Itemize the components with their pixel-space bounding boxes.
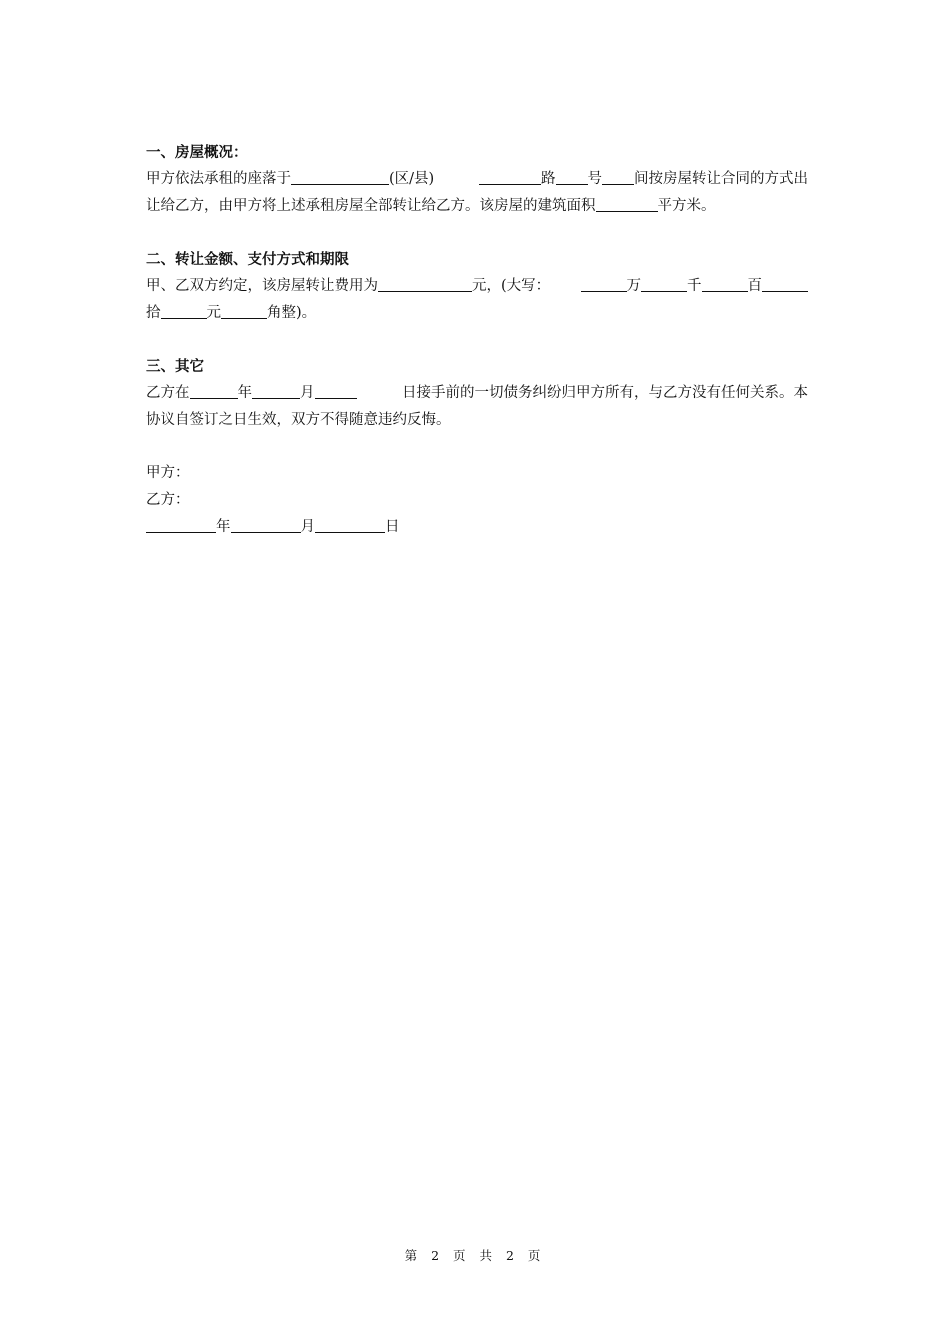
text-segment: 月	[300, 519, 315, 535]
page-footer: 第 2 页 共 2 页	[404, 1248, 546, 1263]
blank-field-location[interactable]	[291, 170, 389, 186]
text-segment: 年	[216, 519, 231, 535]
blank-field-day[interactable]	[315, 384, 357, 400]
blank-field-thousands[interactable]	[641, 277, 687, 293]
text-segment: 日接手前的一切债务纠纷归甲方所有，与乙方没有任何关系。本	[402, 385, 808, 401]
blank-field-area[interactable]	[596, 197, 658, 213]
blank-field-amount[interactable]	[378, 277, 472, 293]
text-segment: 甲方依法承租的座落于	[146, 171, 291, 187]
text-segment: 路	[541, 171, 556, 187]
section-other-text	[146, 380, 808, 434]
text-segment: 甲、乙双方约定，该房屋转让费用为	[146, 278, 378, 294]
section-property-overview-text	[146, 166, 808, 220]
blank-field-hundreds[interactable]	[702, 277, 748, 293]
text-line	[146, 380, 808, 407]
text-line: 协议自签订之日生效，双方不得随意违约反悔。	[146, 412, 451, 428]
text-segment: 元，(大写：	[472, 278, 551, 294]
blank-field-year[interactable]	[190, 384, 238, 400]
blank-field-sign-day[interactable]	[315, 518, 385, 534]
text-segment: 平方米。	[657, 198, 716, 214]
text-segment: 拾	[146, 305, 161, 321]
text-segment: 日	[385, 519, 400, 535]
blank-field-road[interactable]	[479, 170, 541, 186]
blank-field-sign-year[interactable]	[146, 518, 216, 534]
text-segment: 月	[300, 385, 315, 401]
section-heading-property-overview: 一、房屋概况：	[146, 145, 248, 161]
text-segment: 间按房屋转让合同的方式出	[634, 171, 808, 187]
text-segment: (区/县)	[389, 171, 435, 187]
blank-field-ten-thousands[interactable]	[581, 277, 627, 293]
text-segment: 元	[206, 305, 221, 321]
text-segment: 乙方在	[146, 385, 190, 401]
signature-date	[146, 514, 808, 541]
text-segment: 万	[626, 278, 641, 294]
blank-field-month[interactable]	[252, 384, 300, 400]
text-segment: 号	[587, 171, 602, 187]
signature-party-b: 乙方：	[146, 492, 190, 508]
document-body	[146, 140, 808, 541]
text-line	[146, 300, 808, 327]
blank-field-number[interactable]	[556, 170, 588, 186]
section-payment-text	[146, 273, 808, 327]
blank-field-sign-month[interactable]	[231, 518, 301, 534]
text-segment: 年	[237, 385, 252, 401]
blank-field-room[interactable]	[602, 170, 634, 186]
blank-field-tens[interactable]	[762, 277, 808, 293]
signature-party-a: 甲方：	[146, 465, 190, 481]
blank-field-jiao[interactable]	[221, 304, 267, 320]
text-segment: 让给乙方，由甲方将上述承租房屋全部转让给乙方。该房屋的建筑面积	[146, 198, 596, 214]
text-line	[146, 193, 808, 220]
text-line	[146, 273, 808, 300]
text-segment: 百	[747, 278, 762, 294]
text-segment: 角整)。	[267, 305, 317, 321]
text-segment: 千	[687, 278, 702, 294]
section-heading-payment: 二、转让金额、支付方式和期限	[146, 252, 349, 268]
blank-field-yuan[interactable]	[161, 304, 207, 320]
section-heading-other: 三、其它	[146, 359, 204, 375]
text-line	[146, 166, 808, 193]
